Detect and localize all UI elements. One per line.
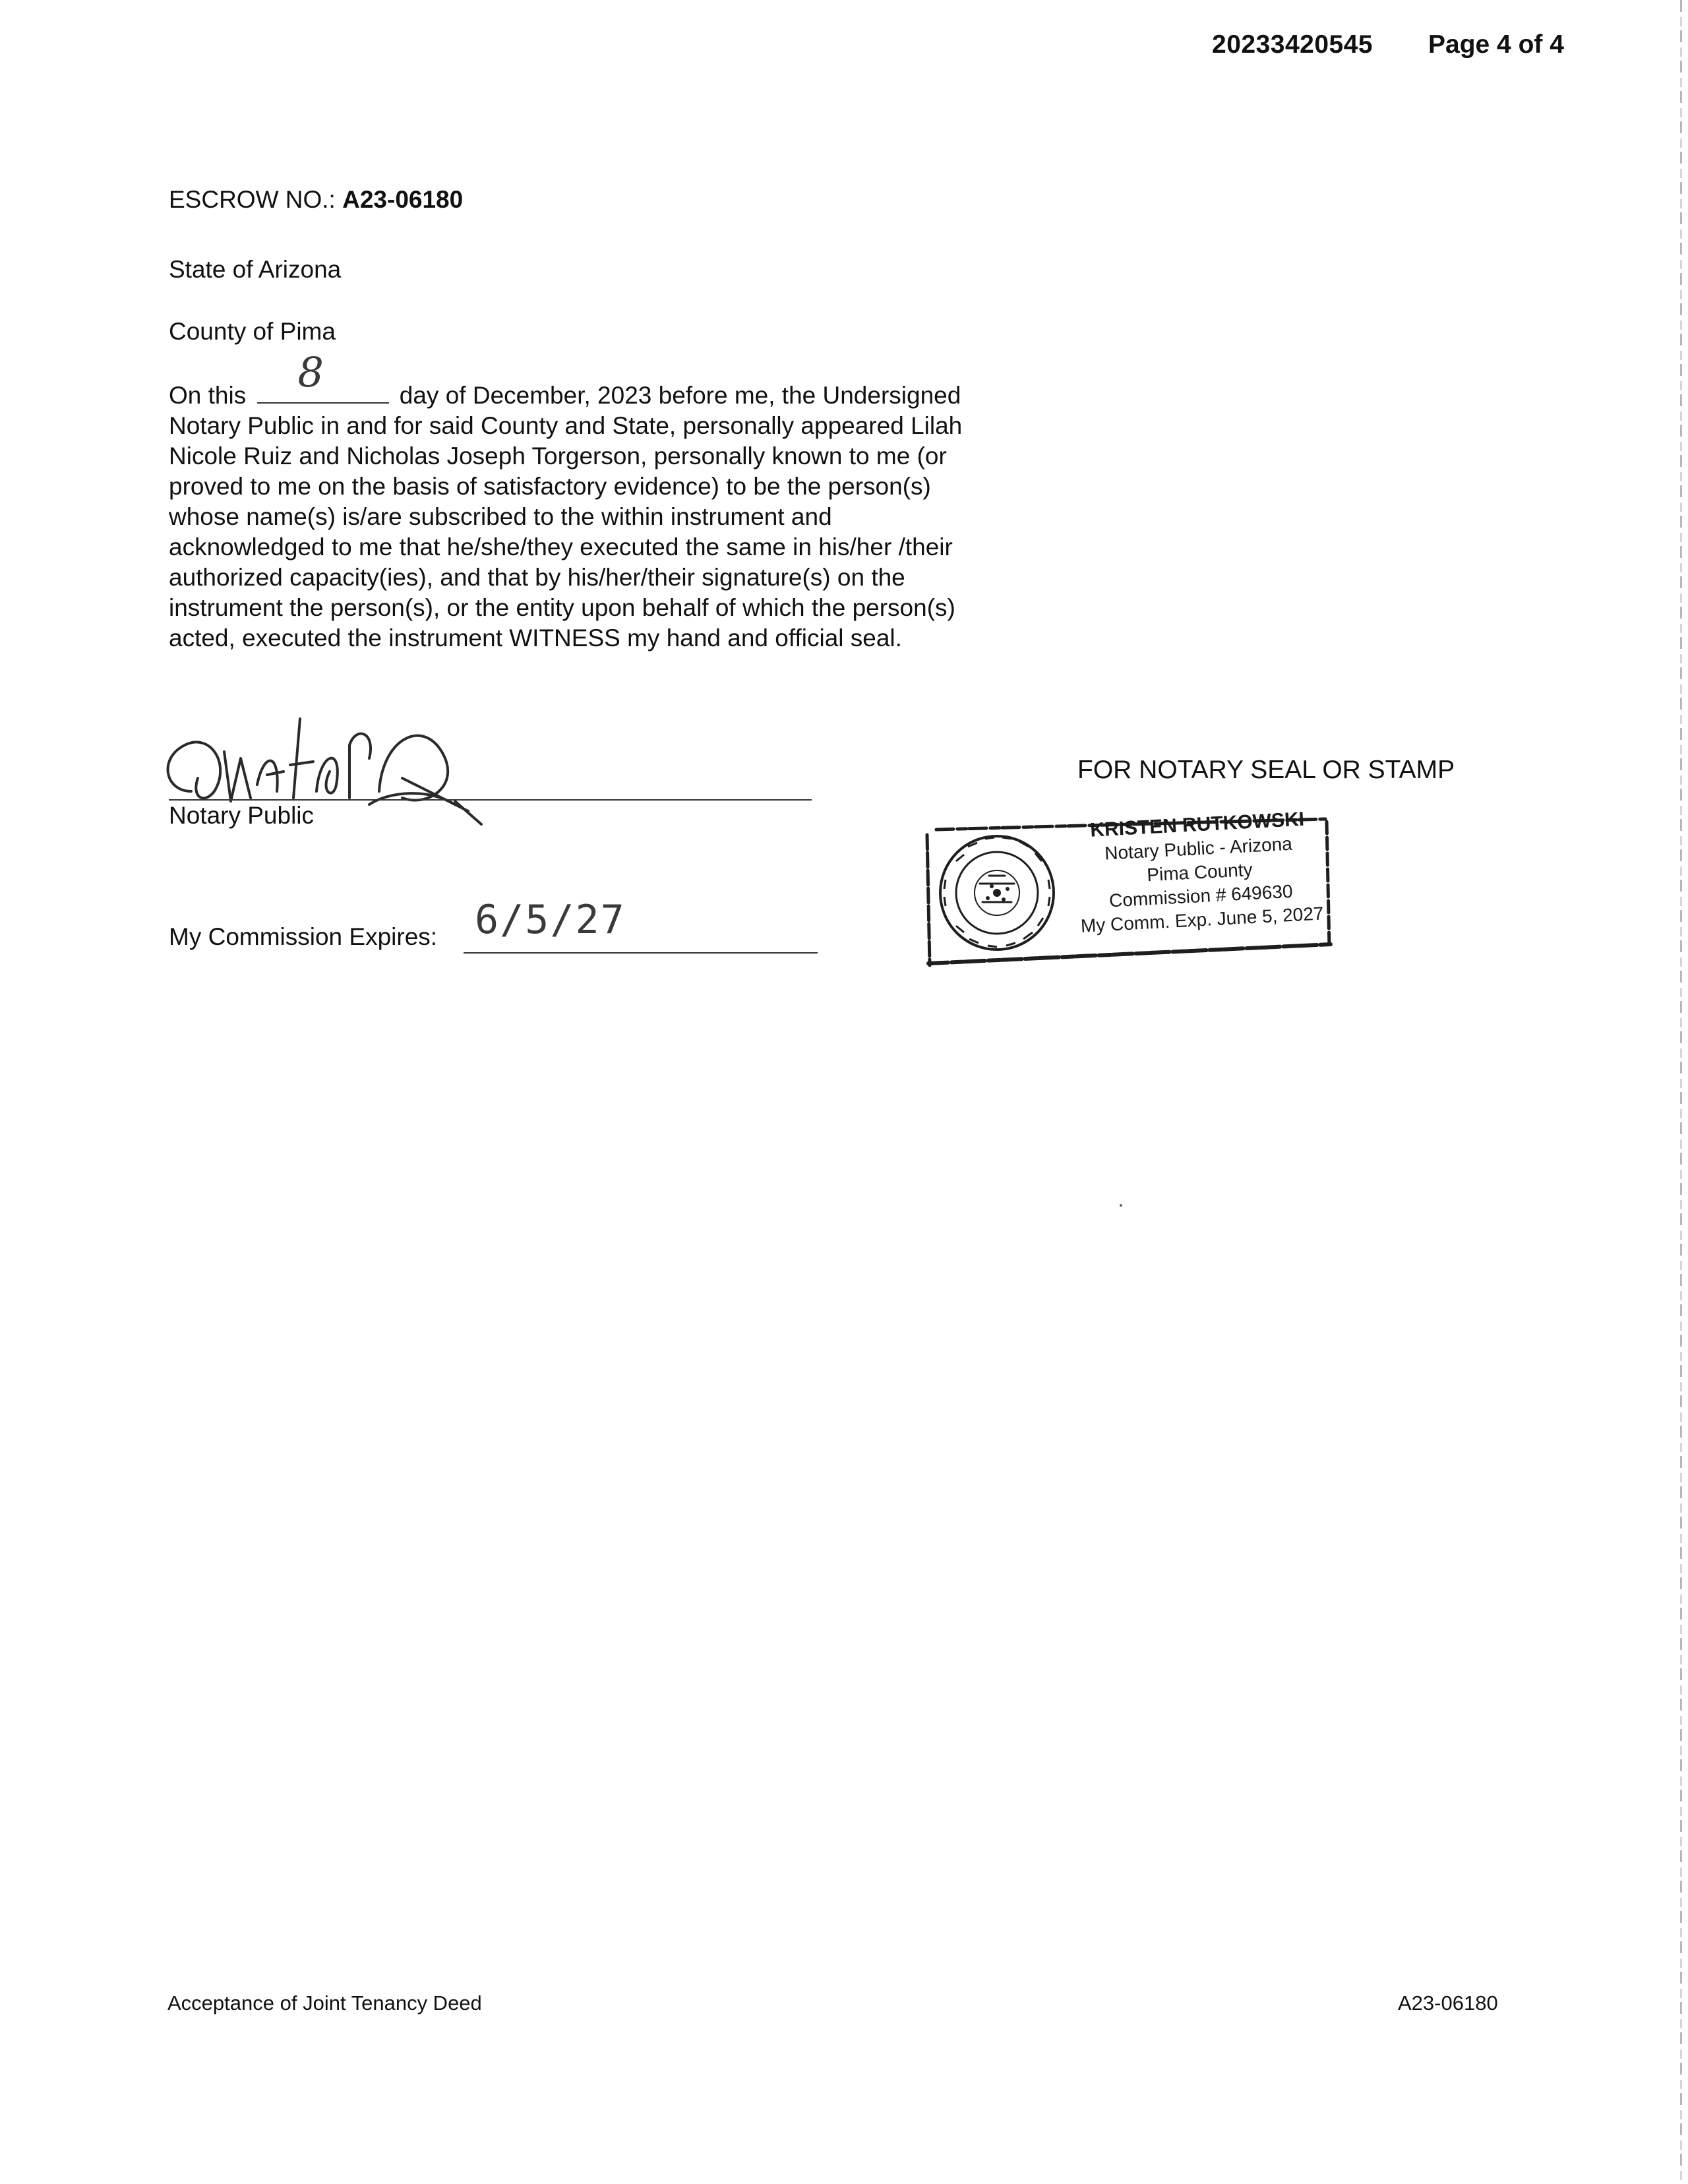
ack-line-3: Nicole Ruiz and Nicholas Joseph Torgerson, personally known to me (or: [169, 442, 947, 470]
ack-line-9: acted, executed the instrument WITNESS my hand and official seal.: [169, 624, 902, 652]
county-line: County of Pima: [169, 318, 336, 345]
ack-prefix: On this: [169, 382, 247, 409]
commission-expires-label: My Commission Expires:: [169, 923, 438, 950]
ack-line-6: acknowledged to me that he/she/they executed the same in his/her /their: [169, 533, 953, 561]
stamp-county: Pima County: [1146, 859, 1253, 886]
document-number: 20233420545: [1212, 30, 1373, 59]
notary-stamp: [917, 808, 1339, 973]
scan-edge-artifact: [1680, 0, 1682, 2184]
commission-expires-handwritten: 6/5/27: [475, 897, 626, 943]
ack-line-7: authorized capacity(ies), and that by his/her/their signature(s) on the: [169, 564, 905, 591]
ack-line-5: whose name(s) is/are subscribed to the within instrument and: [169, 503, 832, 530]
stamp-title: Notary Public - Arizona: [1104, 833, 1293, 864]
ack-line-8: instrument the person(s), or the entity upon behalf of which the person(s): [169, 594, 955, 621]
seal-caption: FOR NOTARY SEAL OR STAMP: [1077, 756, 1455, 784]
stamp-text: [1062, 806, 1338, 939]
stamp-expiration: My Comm. Exp. June 5, 2027: [1080, 903, 1325, 936]
stamp-notary-name: KRISTEN RUTKOWSKI: [1089, 808, 1305, 841]
ack-line-1-rest: day of December, 2023 before me, the Undersigned: [399, 382, 961, 409]
commission-expires-line: [464, 952, 818, 954]
day-blank: [257, 348, 389, 404]
day-handwritten: 8: [297, 348, 324, 396]
ack-line-2: Notary Public in and for said County and State, personally appeared Lilah: [169, 412, 963, 439]
notary-public-label: Notary Public: [169, 802, 315, 829]
stamp-commission-number: Commission # 649630: [1108, 880, 1294, 911]
escrow-label: ESCROW NO.:: [169, 186, 336, 213]
footer-escrow-number: A23-06180: [1398, 1991, 1498, 2015]
escrow-line: [169, 185, 463, 215]
escrow-number: A23-06180: [342, 186, 464, 213]
footer-document-title: Acceptance of Joint Tenancy Deed: [167, 1991, 482, 2015]
scan-dot: [1120, 1204, 1122, 1207]
acknowledgment-paragraph: [169, 348, 1066, 653]
page-indicator: Page 4 of 4: [1428, 30, 1564, 59]
state-line: State of Arizona: [169, 256, 342, 283]
ack-line-1: [169, 348, 1066, 411]
ack-line-4: proved to me on the basis of satisfactory evidence) to be the person(s): [169, 473, 931, 500]
